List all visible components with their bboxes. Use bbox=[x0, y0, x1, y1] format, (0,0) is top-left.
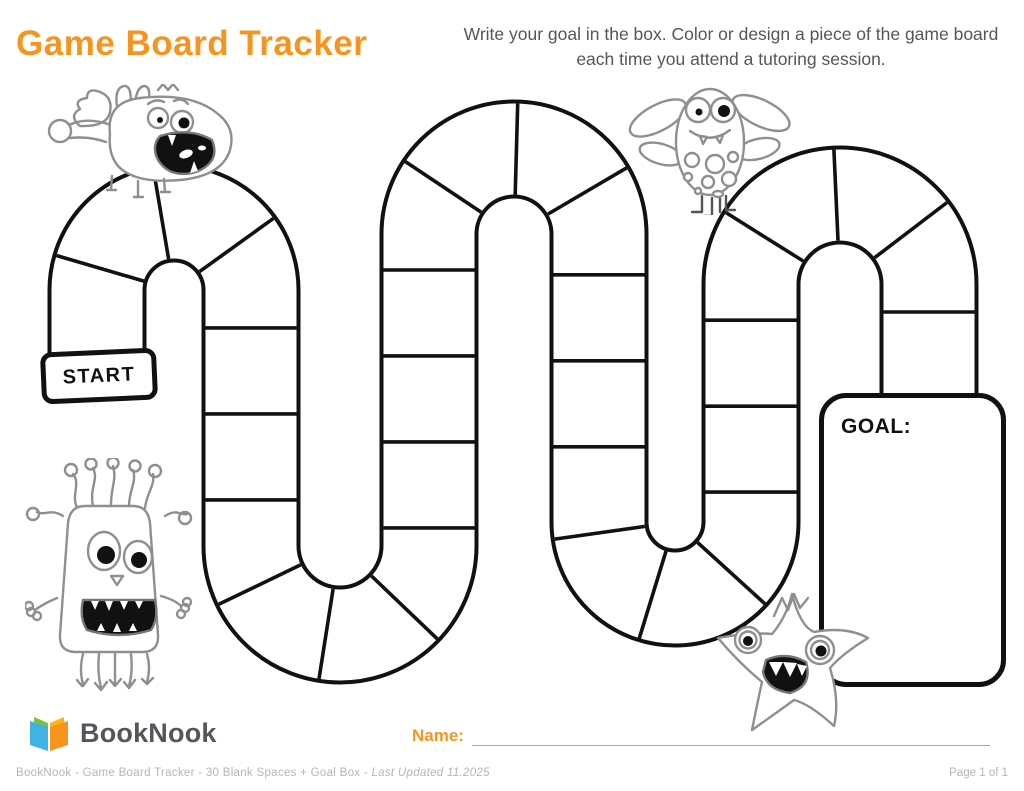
goal-label: GOAL: bbox=[841, 415, 912, 438]
road-fill bbox=[97, 149, 929, 635]
name-row bbox=[412, 726, 990, 746]
flying-monster-illustration bbox=[40, 84, 245, 212]
booknook-logo-icon bbox=[26, 710, 72, 756]
brand-lockup bbox=[26, 710, 217, 756]
footer-doc-info: BookNook - Game Board Tracker - 30 Blank Spaces + Goal Box - Last Updated 11.2025 bbox=[16, 767, 490, 779]
name-label: Name: bbox=[412, 726, 464, 745]
instructions-text: Write your goal in the box. Color or design a piece of the game board each time you attend a tutoring session. bbox=[463, 24, 999, 70]
start-label: START bbox=[62, 362, 136, 389]
star-monster-illustration bbox=[710, 582, 878, 734]
footer-page-info: Page 1 of 1 bbox=[949, 767, 1008, 779]
start-sign bbox=[40, 347, 158, 404]
brand-name: BookNook bbox=[80, 717, 217, 748]
page-title: Game Board Tracker bbox=[16, 24, 368, 63]
fly-monster-illustration bbox=[628, 80, 793, 215]
tall-monster-illustration bbox=[25, 458, 193, 710]
